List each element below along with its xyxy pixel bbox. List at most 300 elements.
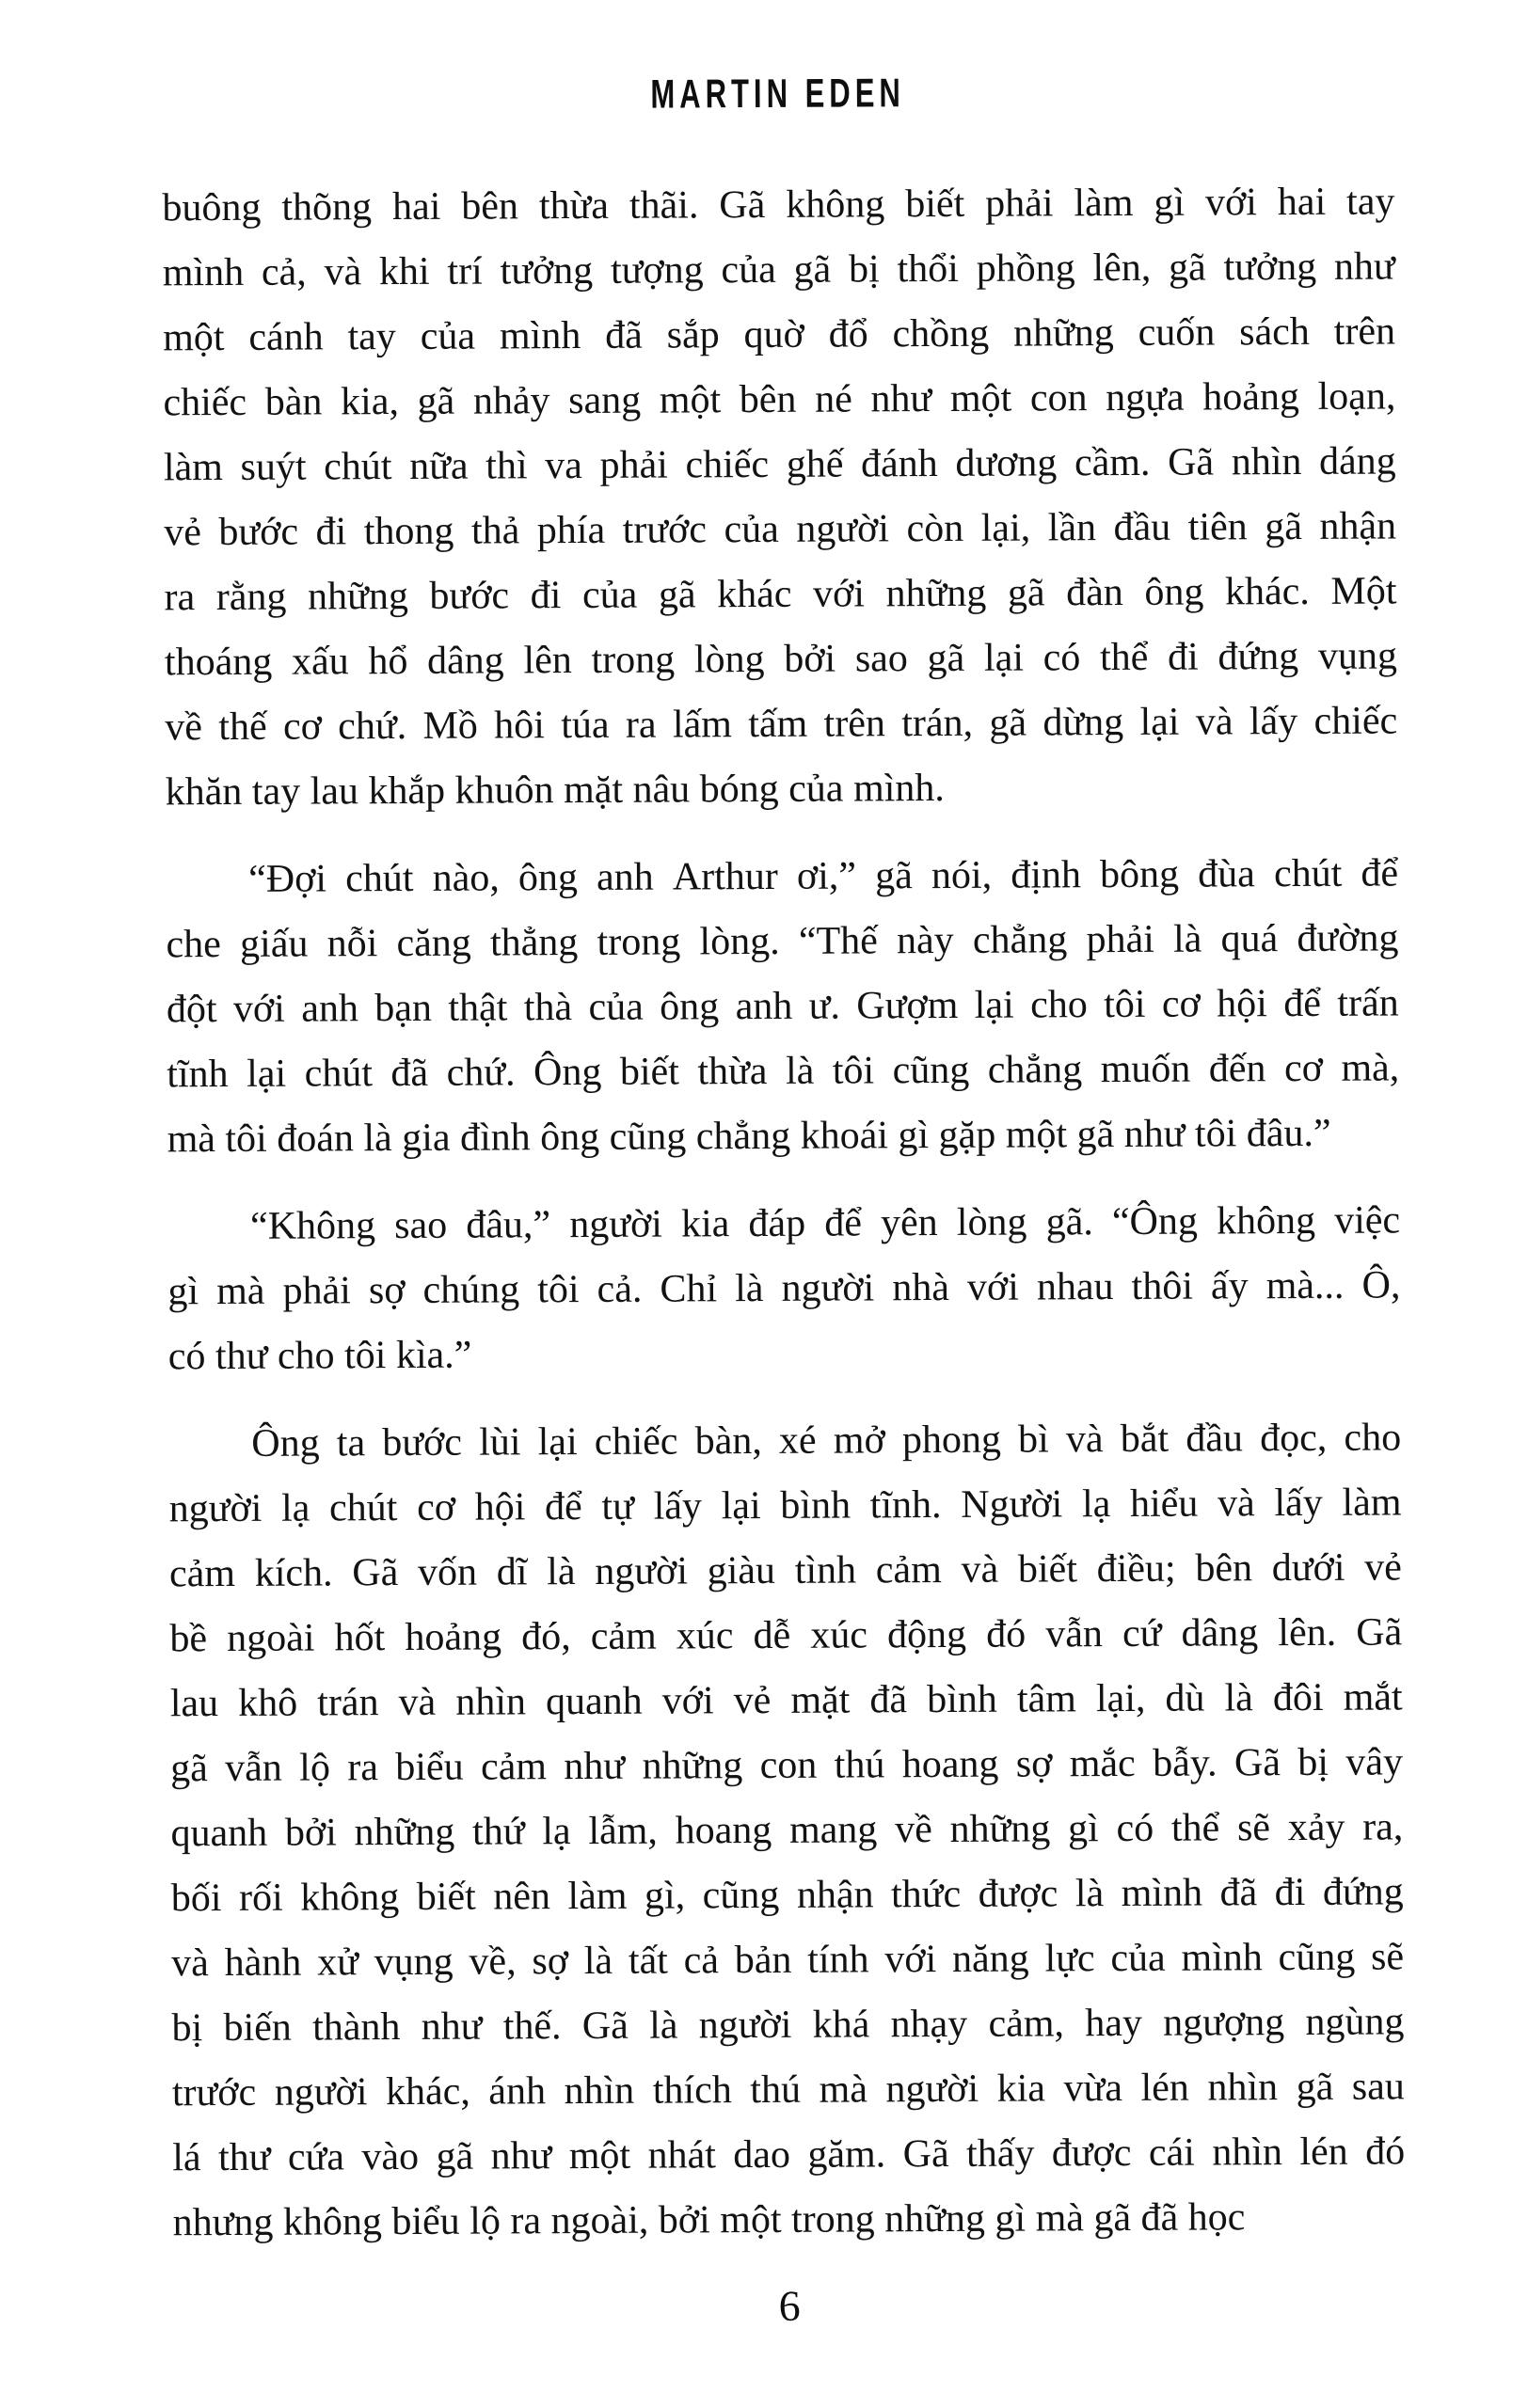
word: gì	[1154, 181, 1186, 225]
word: phía	[536, 508, 606, 553]
word: chút	[324, 445, 392, 489]
word: Gã	[1234, 1741, 1281, 1785]
word: vẫn	[225, 1746, 282, 1791]
word: về,	[469, 1940, 517, 1984]
word: ra	[625, 703, 657, 747]
word: chúng	[422, 1268, 520, 1312]
word: trong	[591, 638, 676, 682]
word: dễ	[753, 1613, 791, 1658]
word: kia	[996, 2067, 1046, 2111]
word: với	[966, 1265, 1019, 1309]
word: trước	[171, 2070, 257, 2115]
word: lẫm,	[588, 1809, 658, 1853]
word: cơ	[1161, 982, 1201, 1026]
word: những	[307, 574, 408, 619]
word: rối	[238, 1876, 283, 1920]
word: sợ	[1015, 1742, 1053, 1786]
word: lén	[1299, 2130, 1348, 2175]
word: bắt	[1120, 1417, 1170, 1462]
word: cũng	[702, 1873, 780, 1918]
word: lá	[172, 2136, 201, 2180]
word: năng	[951, 1937, 1029, 1981]
paragraph	[168, 1405, 1406, 2256]
word: hay	[1085, 2001, 1143, 2046]
word: lại	[721, 1484, 761, 1529]
word: mà	[819, 2067, 868, 2112]
word: đó	[1365, 2130, 1406, 2174]
paragraph	[167, 1188, 1401, 1389]
word: bạn	[374, 986, 433, 1031]
word: có	[1116, 1806, 1154, 1851]
word: đôi	[1272, 1675, 1324, 1720]
word: bình	[927, 1677, 997, 1722]
word: đọc,	[1260, 1416, 1328, 1461]
word: phải	[1086, 917, 1154, 962]
word: việc	[1334, 1198, 1401, 1243]
word: đã	[1219, 1871, 1258, 1915]
word: chút	[1273, 851, 1343, 896]
word: bì	[1017, 1418, 1049, 1462]
word: suýt	[240, 445, 307, 489]
word: cũng	[892, 1048, 970, 1093]
word: hoảng	[1202, 375, 1300, 420]
word: “Đợi	[248, 857, 327, 901]
word: kích.	[254, 1551, 333, 1595]
word: của	[1110, 1936, 1166, 1981]
word: loạn,	[1317, 374, 1396, 419]
word: dừng	[1043, 700, 1124, 745]
word: lén	[1140, 2066, 1189, 2110]
word: sợ	[532, 1940, 569, 1984]
word: ngượng	[1163, 2001, 1285, 2045]
word: lòng	[956, 1200, 1027, 1244]
word: ta	[336, 1421, 366, 1465]
word: hôi	[494, 704, 546, 748]
text-line	[167, 1253, 1400, 1324]
word: làm	[1074, 181, 1134, 226]
word: gã	[170, 1747, 208, 1791]
word: là	[648, 2004, 678, 2048]
word: khác.	[1224, 569, 1311, 614]
text-line	[170, 1795, 1403, 1866]
word: mà	[216, 1269, 265, 1314]
word: động	[886, 1612, 967, 1657]
text-line	[171, 1860, 1404, 1931]
word: được	[1051, 2131, 1132, 2176]
word: bẫy.	[1152, 1741, 1218, 1785]
word: đàn	[1066, 570, 1123, 615]
word: tĩnh	[167, 1052, 229, 1097]
word: nhạy	[890, 2002, 968, 2047]
word: gã	[989, 701, 1027, 745]
text-line	[172, 2054, 1405, 2126]
word: hoảng	[405, 1615, 502, 1660]
word: gã	[1296, 2065, 1334, 2110]
word: cái	[1148, 2131, 1195, 2175]
word: lại	[247, 1052, 287, 1096]
text-line: có thư cho tôi kìa.”	[167, 1333, 472, 1379]
word: cho	[1030, 983, 1088, 1027]
word: ánh	[488, 2069, 547, 2114]
word: buông	[162, 185, 262, 230]
word: đâu,”	[466, 1203, 551, 1247]
word: quá	[1220, 917, 1279, 961]
word: lại	[983, 636, 1025, 680]
word: bị	[848, 247, 880, 292]
word: ra	[164, 576, 196, 620]
word: gã	[793, 247, 832, 292]
paragraph	[166, 841, 1400, 1172]
running-head-title: MARTIN EDEN	[650, 71, 906, 118]
word: mắt	[1343, 1675, 1403, 1719]
word: và	[1065, 1418, 1104, 1462]
word: ngoài	[227, 1616, 315, 1660]
text-line	[166, 906, 1398, 977]
word: lấy	[1274, 1481, 1323, 1526]
word: đến	[1208, 1047, 1266, 1091]
word: vây	[1345, 1740, 1404, 1784]
word: người	[168, 1486, 263, 1531]
word: của	[721, 247, 776, 293]
word: Gã	[1356, 1610, 1403, 1655]
word: lau	[169, 1682, 219, 1726]
word: “Không	[249, 1204, 376, 1248]
word: vốn	[417, 1550, 478, 1594]
word: mình	[499, 314, 581, 358]
word: Người	[961, 1482, 1063, 1527]
word: quanh	[545, 1679, 643, 1724]
text-line	[167, 1188, 1400, 1259]
word: tôi	[1104, 982, 1146, 1027]
word: là	[735, 1267, 764, 1311]
word: tượng	[610, 248, 704, 293]
word: ngùng	[1305, 2000, 1405, 2044]
word: và	[961, 1547, 999, 1592]
word: chiếc	[1313, 699, 1398, 743]
word: những	[1012, 311, 1114, 356]
word: thế	[218, 705, 267, 750]
word: né	[815, 377, 852, 421]
word: thế.	[502, 2004, 562, 2049]
word: một	[659, 378, 722, 422]
word: chiếc	[685, 442, 770, 487]
word: một	[163, 315, 225, 360]
word: dâng	[1181, 1611, 1259, 1656]
page-number: 6	[778, 2281, 801, 2330]
word: lại	[1139, 700, 1180, 744]
word: bối	[170, 1877, 222, 1921]
word: cánh	[248, 315, 324, 359]
word: nhận	[796, 1873, 874, 1917]
word: hốt	[334, 1616, 386, 1660]
word: thì	[485, 444, 528, 488]
word: tôi	[832, 1049, 875, 1093]
word: phải	[985, 182, 1054, 226]
text-line	[165, 624, 1397, 695]
word: bởi	[784, 637, 836, 681]
word: Mồ	[422, 704, 478, 748]
word: lạ	[1081, 1482, 1111, 1527]
text-line	[171, 1989, 1404, 2061]
word: cảm	[168, 1551, 236, 1596]
word: hai	[1277, 180, 1327, 225]
word: quanh	[170, 1811, 268, 1856]
word: giấu	[239, 922, 309, 966]
word: lấm	[672, 703, 733, 747]
word: va	[545, 444, 583, 488]
text-line	[162, 169, 1394, 241]
word: thôi	[1131, 1264, 1194, 1308]
word: xấu	[291, 640, 349, 684]
word: dù	[1165, 1676, 1205, 1720]
word: hội	[1217, 982, 1267, 1026]
word: giàu	[707, 1548, 776, 1593]
word: nỗi	[326, 922, 378, 966]
word: bước	[429, 574, 510, 618]
word: tĩnh.	[869, 1483, 942, 1528]
word: nhìn	[1207, 2066, 1279, 2110]
word: chẳng	[987, 1048, 1083, 1092]
word: mặt	[790, 1678, 851, 1722]
word: mang	[788, 1808, 878, 1852]
word: người	[885, 2067, 979, 2112]
word: trong	[597, 920, 681, 964]
word: bình	[780, 1483, 852, 1528]
word: mình	[1121, 1871, 1203, 1916]
word: về	[895, 1808, 932, 1852]
text-line	[166, 841, 1398, 912]
word: của	[581, 573, 638, 618]
word: là	[785, 1049, 815, 1093]
word: nhảy	[472, 379, 550, 423]
word: gã.	[1045, 1200, 1093, 1244]
word: thức	[890, 1872, 962, 1917]
word: Một	[1330, 569, 1397, 613]
word: người	[274, 2070, 368, 2115]
word: trước	[622, 508, 708, 552]
word: thư	[217, 2135, 271, 2180]
word: thấy	[965, 2131, 1035, 2176]
word: cảm,	[988, 2002, 1065, 2046]
text-line	[170, 1665, 1403, 1736]
word: ghế	[786, 442, 844, 486]
word: dao	[733, 2132, 791, 2178]
word: bước	[218, 510, 299, 555]
word: biến	[223, 2005, 292, 2051]
word: bước	[382, 1420, 463, 1465]
word: gã	[875, 854, 913, 898]
word: thể	[1170, 1806, 1220, 1850]
word: người	[569, 1202, 663, 1247]
word: phồng	[976, 246, 1075, 291]
word: biết	[619, 1050, 680, 1094]
word: không	[300, 1876, 400, 1920]
word: lần	[1047, 506, 1097, 550]
word: thừa	[697, 1049, 768, 1094]
word: chẳng	[972, 918, 1068, 962]
word: đổ	[828, 312, 868, 356]
word: nhà	[892, 1265, 950, 1310]
word: Chỉ	[660, 1267, 718, 1311]
word: có	[1043, 636, 1081, 680]
word: khá	[812, 2003, 870, 2047]
word: Gã	[352, 1551, 399, 1595]
word: xúc	[676, 1614, 734, 1658]
word: khô	[238, 1681, 298, 1725]
word: thích	[652, 2068, 732, 2113]
text-line	[169, 1470, 1402, 1542]
word: nhát	[647, 2133, 717, 2178]
word: chứ.	[338, 704, 407, 749]
word: hoang	[901, 1742, 999, 1787]
word: tưởng	[1223, 245, 1317, 290]
word: để	[1361, 851, 1399, 895]
word: cho	[1344, 1416, 1402, 1460]
word: hai	[391, 184, 441, 230]
word: Arthur	[672, 854, 778, 899]
word: dương	[955, 441, 1058, 485]
word: đi	[315, 510, 347, 554]
word: và	[398, 1680, 437, 1725]
word: lòng	[693, 637, 765, 682]
word: thoáng	[164, 640, 273, 685]
word: lại,	[980, 506, 1031, 550]
word: điều;	[1096, 1546, 1176, 1592]
word: vào	[361, 2134, 420, 2179]
word: biết	[1017, 1547, 1078, 1592]
word: tấm	[748, 702, 808, 747]
word: hoang	[675, 1808, 772, 1853]
text-line	[170, 1730, 1403, 1801]
word: bên	[1195, 1546, 1253, 1591]
word: biểu	[395, 1745, 464, 1790]
word: tính	[807, 1938, 869, 1982]
word: nói,	[931, 853, 993, 898]
word: dĩ	[496, 1550, 528, 1594]
text-line: khăn tay lau khắp khuôn mặt nâu bóng của mình.	[165, 766, 945, 815]
word: sách	[1239, 309, 1310, 355]
word: ơi,”	[796, 854, 857, 898]
word: với	[232, 987, 285, 1031]
word: là	[583, 1939, 613, 1984]
word: người	[698, 2003, 792, 2048]
word: bởi	[284, 1811, 337, 1855]
word: gã	[436, 2134, 474, 2178]
word: Ông	[533, 1050, 602, 1095]
word: chồng	[892, 311, 990, 356]
word: đầu	[1113, 505, 1171, 550]
word: biết	[905, 182, 965, 227]
word: gã	[1007, 571, 1045, 615]
word: nhìn	[455, 1680, 527, 1724]
word: cứ	[1122, 1611, 1162, 1656]
word: trán	[317, 1681, 379, 1725]
word: khác	[717, 572, 792, 617]
word: đi	[1167, 635, 1199, 679]
word: lại	[537, 1420, 578, 1465]
word: người	[781, 1266, 875, 1310]
word: thú	[750, 2067, 802, 2113]
word: vẫn	[1045, 1612, 1104, 1656]
word: người	[595, 1549, 689, 1593]
word: găm.	[807, 2132, 886, 2177]
word: đứng	[1322, 1870, 1404, 1914]
word: xử	[317, 1941, 359, 1985]
word: là	[1074, 1872, 1105, 1916]
word: lòng.	[699, 919, 780, 964]
word: còn	[906, 506, 964, 551]
word: với	[661, 1679, 714, 1723]
word: túa	[561, 703, 610, 748]
word: làm	[1342, 1481, 1402, 1525]
word: cầm.	[1074, 440, 1151, 485]
word: thứ	[471, 1810, 525, 1854]
word: lộ	[299, 1746, 331, 1790]
paragraph	[162, 169, 1398, 825]
word: yên	[880, 1201, 938, 1245]
word: dưới	[1271, 1545, 1345, 1591]
word: bị	[1297, 1740, 1329, 1785]
word: ngựa	[1106, 375, 1185, 420]
word: đó,	[521, 1615, 571, 1659]
word: lấy	[1249, 700, 1298, 744]
word: lùi	[479, 1420, 521, 1465]
text-line	[169, 1535, 1402, 1607]
word: mình	[1181, 1936, 1263, 1980]
word: thật	[448, 986, 508, 1030]
word: Gượm	[856, 983, 959, 1028]
word: với	[884, 1938, 937, 1982]
word: trí	[447, 249, 483, 293]
word: tưởng	[500, 248, 594, 293]
word: gã	[417, 379, 455, 423]
text-line: mà tôi đoán là gia đình ông cũng chẳng khoái gì gặp một gã như tôi đâu.”	[167, 1111, 1331, 1162]
word: sẽ	[1370, 1935, 1405, 1979]
word: những	[642, 1744, 743, 1788]
word: cả,	[261, 250, 307, 294]
word: thừa	[538, 183, 610, 229]
word: sang	[568, 378, 642, 423]
text-line	[171, 1925, 1404, 1996]
word: và	[1217, 1481, 1255, 1526]
word: của	[588, 985, 644, 1029]
word: nhìn	[1231, 439, 1302, 484]
word: chút	[328, 1486, 398, 1530]
word: xé	[778, 1418, 817, 1463]
word: vụng	[374, 1940, 454, 1985]
running-head	[162, 70, 1394, 119]
text-line	[172, 2119, 1405, 2191]
word: thổi	[897, 246, 959, 292]
word: dáng	[1318, 439, 1396, 483]
word: thẳng	[489, 921, 579, 965]
word: đứng	[1218, 635, 1299, 679]
word: nhận	[1319, 504, 1397, 548]
word: và	[171, 1941, 209, 1986]
word: “Ông	[1111, 1199, 1199, 1244]
word: như	[564, 1744, 626, 1789]
word: gã	[927, 636, 965, 681]
word: những	[354, 1810, 455, 1855]
word: là	[1172, 917, 1202, 961]
word: che	[166, 923, 221, 967]
word: hiểu	[1129, 1481, 1199, 1526]
text-line	[163, 234, 1395, 306]
word: lên,	[1092, 246, 1152, 291]
word: cả.	[597, 1267, 643, 1311]
word: lạ	[280, 1486, 310, 1530]
word: trên	[1333, 309, 1396, 354]
